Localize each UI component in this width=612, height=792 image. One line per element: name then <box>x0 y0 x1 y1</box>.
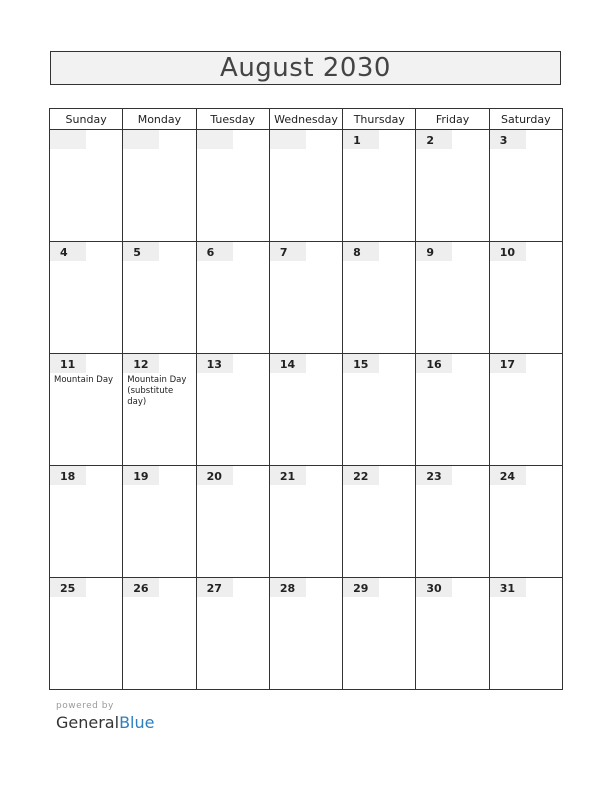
day-number: 2 <box>416 130 452 149</box>
calendar-title-box <box>50 51 561 85</box>
day-number: 17 <box>490 354 526 373</box>
day-number: 19 <box>123 466 159 485</box>
weekday-header-row <box>50 109 563 130</box>
day-number: 29 <box>343 578 379 597</box>
day-number: 21 <box>270 466 306 485</box>
day-number: 8 <box>343 242 379 261</box>
day-cell <box>123 578 196 690</box>
day-number: 30 <box>416 578 452 597</box>
day-number: 13 <box>197 354 233 373</box>
day-number: 15 <box>343 354 379 373</box>
calendar-body <box>50 130 563 690</box>
day-cell <box>416 466 489 578</box>
calendar-title: August 2030 <box>220 53 391 83</box>
day-number <box>50 130 86 149</box>
day-number: 9 <box>416 242 452 261</box>
day-number: 22 <box>343 466 379 485</box>
day-cell <box>50 242 123 354</box>
day-number: 14 <box>270 354 306 373</box>
week-row <box>50 242 563 354</box>
weekday-monday: Monday <box>123 109 196 130</box>
day-number: 25 <box>50 578 86 597</box>
day-cell <box>196 242 269 354</box>
weekday-wednesday: Wednesday <box>269 109 342 130</box>
day-number <box>123 130 159 149</box>
day-cell <box>343 466 416 578</box>
weekday-tuesday: Tuesday <box>196 109 269 130</box>
powered-by-text: powered by <box>56 701 114 711</box>
day-cell <box>123 242 196 354</box>
day-number: 7 <box>270 242 306 261</box>
logo-blue: Blue <box>119 713 155 732</box>
day-cell <box>269 354 342 466</box>
logo-general: General <box>56 713 120 732</box>
calendar-grid <box>49 108 563 690</box>
day-number: 24 <box>490 466 526 485</box>
day-cell <box>416 242 489 354</box>
day-cell <box>269 242 342 354</box>
weekday-friday: Friday <box>416 109 489 130</box>
day-cell <box>343 354 416 466</box>
empty-day-cell <box>123 130 196 242</box>
day-cell <box>416 130 489 242</box>
generalblue-logo <box>56 713 154 732</box>
day-number: 28 <box>270 578 306 597</box>
week-row <box>50 130 563 242</box>
day-cell <box>196 578 269 690</box>
day-number: 27 <box>197 578 233 597</box>
day-cell <box>416 578 489 690</box>
day-cell <box>416 354 489 466</box>
day-number: 1 <box>343 130 379 149</box>
day-number: 10 <box>490 242 526 261</box>
day-cell <box>196 466 269 578</box>
brand-footer <box>56 701 154 732</box>
day-cell <box>489 578 562 690</box>
day-number: 23 <box>416 466 452 485</box>
day-cell <box>196 354 269 466</box>
empty-day-cell <box>50 130 123 242</box>
weekday-thursday: Thursday <box>343 109 416 130</box>
holiday-label: Mountain Day (substitute day) <box>127 375 187 407</box>
day-number: 4 <box>50 242 86 261</box>
empty-day-cell <box>269 130 342 242</box>
day-number: 26 <box>123 578 159 597</box>
day-cell <box>489 354 562 466</box>
empty-day-cell <box>196 130 269 242</box>
weekday-saturday: Saturday <box>489 109 562 130</box>
weekday-sunday: Sunday <box>50 109 123 130</box>
day-number <box>197 130 233 149</box>
day-cell <box>489 466 562 578</box>
day-number: 5 <box>123 242 159 261</box>
day-cell <box>50 354 123 466</box>
day-cell <box>343 242 416 354</box>
day-cell <box>489 242 562 354</box>
day-number: 18 <box>50 466 86 485</box>
day-number: 20 <box>197 466 233 485</box>
holiday-label: Mountain Day <box>54 375 114 385</box>
day-number: 31 <box>490 578 526 597</box>
day-number: 11 <box>50 354 86 373</box>
day-number: 3 <box>490 130 526 149</box>
day-cell <box>123 466 196 578</box>
day-cell <box>123 354 196 466</box>
week-row <box>50 578 563 690</box>
day-cell <box>269 466 342 578</box>
day-cell <box>343 578 416 690</box>
day-cell <box>50 466 123 578</box>
day-number: 6 <box>197 242 233 261</box>
day-cell <box>269 578 342 690</box>
day-number: 12 <box>123 354 159 373</box>
week-row <box>50 466 563 578</box>
day-cell <box>489 130 562 242</box>
day-number: 16 <box>416 354 452 373</box>
day-cell <box>343 130 416 242</box>
week-row <box>50 354 563 466</box>
day-cell <box>50 578 123 690</box>
day-number <box>270 130 306 149</box>
